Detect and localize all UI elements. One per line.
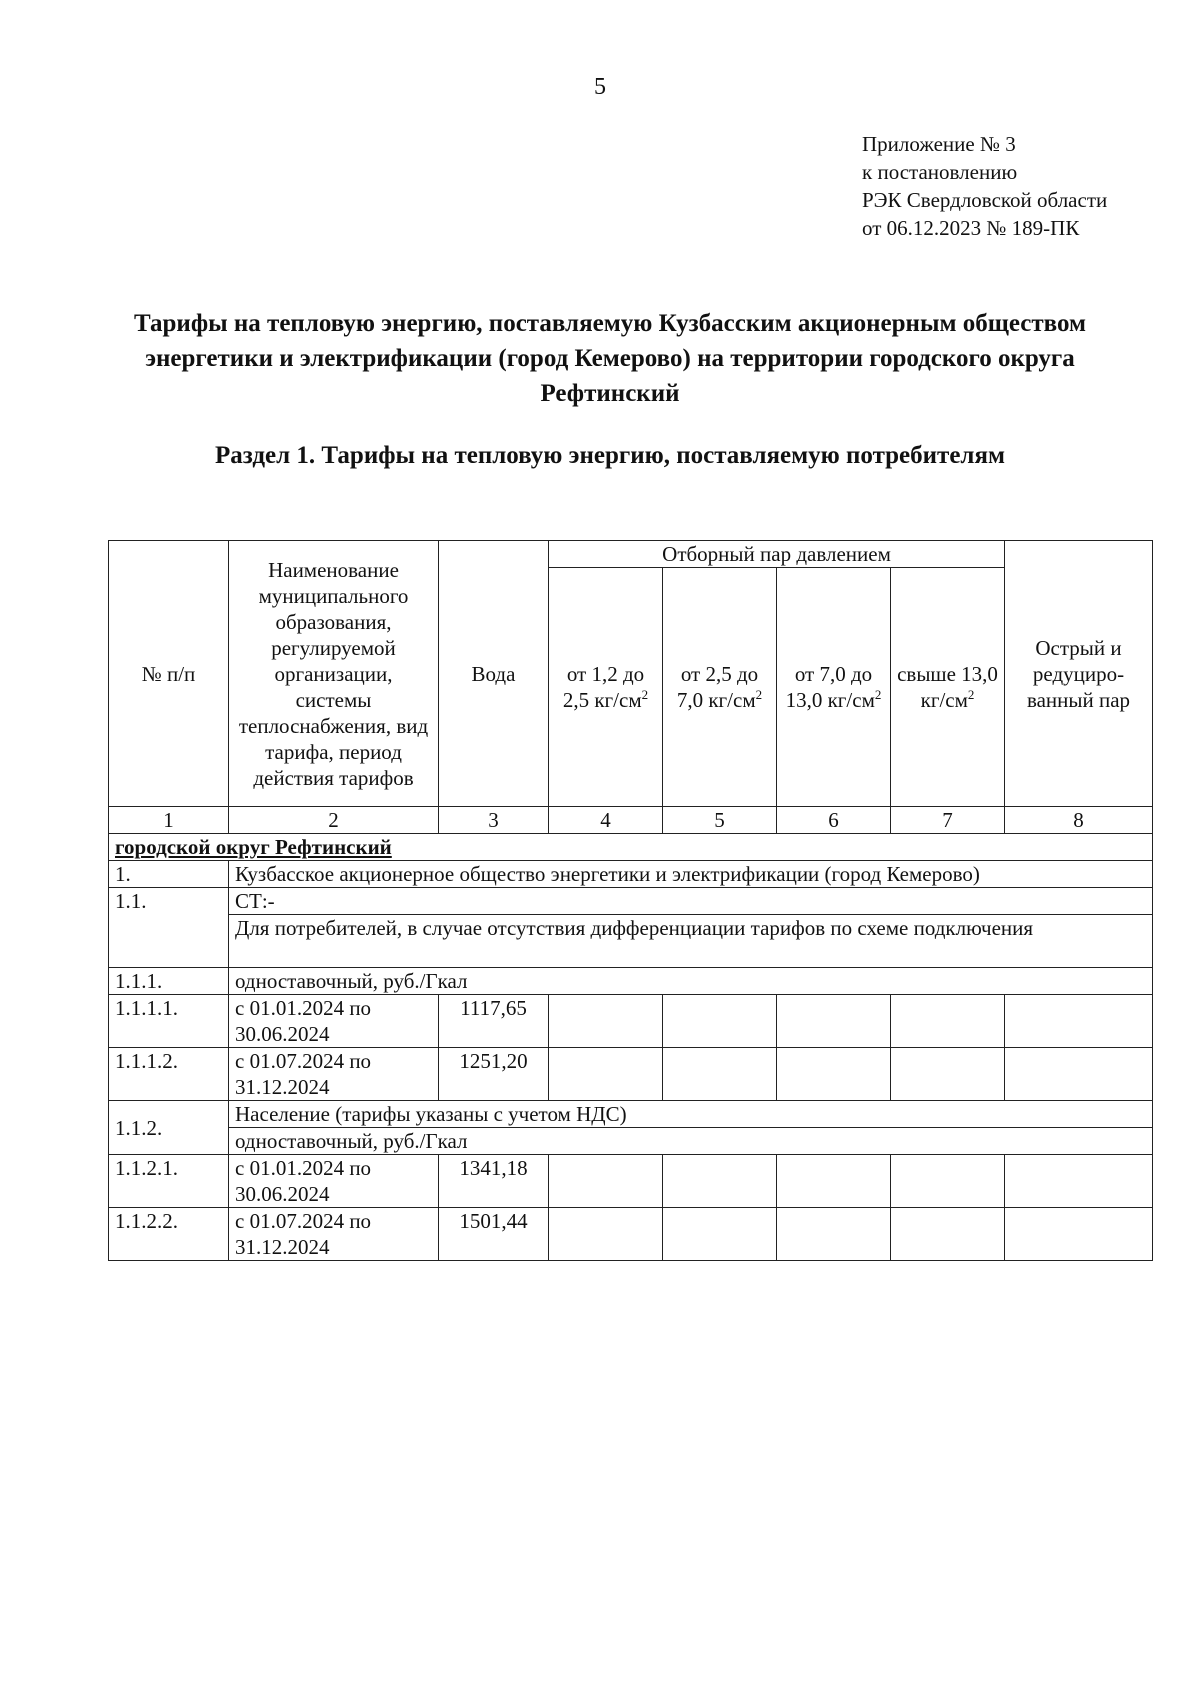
header-water: Вода xyxy=(439,541,549,807)
table-row xyxy=(109,1208,1153,1261)
col-number: 3 xyxy=(439,807,549,834)
document-title: Тарифы на тепловую энергию, поставляемую Кузбасским акционерным обществом энергетики и электрификации (город Кемерово) на территории городского округа Рефтинский xyxy=(133,310,1087,407)
row-number: 1.1.1.1. xyxy=(109,995,229,1048)
st-row xyxy=(109,888,1153,915)
appendix-line-2: к постановлению xyxy=(862,160,1018,184)
org-name: Кузбасское акционерное общество энергетики и электрификации (город Кемерово) xyxy=(229,861,1153,888)
appendix-line-4: от 06.12.2023 № 189-ПК xyxy=(862,216,1080,240)
header-no: № п/п xyxy=(109,541,229,807)
row-number: 1.1.2.2. xyxy=(109,1208,229,1261)
water-tariff: 1251,20 xyxy=(439,1048,549,1101)
col-number: 7 xyxy=(891,807,1005,834)
header-name: Наименование муниципального образования, регулируемой организации, системы теплоснабжения, вид тарифа, период действия тарифов xyxy=(229,541,439,807)
row-number: 1. xyxy=(109,861,229,888)
period: с 01.07.2024 по 31.12.2024 xyxy=(229,1208,439,1261)
header-steam-group: Отборный пар давлением xyxy=(549,541,1005,568)
region-row xyxy=(109,834,1153,861)
col-number: 4 xyxy=(549,807,663,834)
row-number: 1.1.2. xyxy=(109,1101,229,1155)
group-subrow xyxy=(109,1128,1153,1155)
row-number: 1.1. xyxy=(109,888,229,968)
table-row xyxy=(109,1048,1153,1101)
consumers-note: Для потребителей, в случае отсутствия дифференциации тарифов по схеме подключения xyxy=(229,915,1153,968)
header-steam-4: свыше 13,0 $кг/см^2$ xyxy=(891,568,1005,807)
appendix-line-1: Приложение № 3 xyxy=(862,132,1016,156)
water-tariff: 1501,44 xyxy=(439,1208,549,1261)
col-number: 1 xyxy=(109,807,229,834)
st-label: СТ:- xyxy=(229,888,1153,915)
consumers-note-row xyxy=(109,915,1153,968)
row-number: 1.1.2.1. xyxy=(109,1155,229,1208)
group-row xyxy=(109,1101,1153,1128)
col-number: 6 xyxy=(777,807,891,834)
group-label: Население (тарифы указаны с учетом НДС) xyxy=(229,1101,1153,1128)
row-number: 1.1.1.2. xyxy=(109,1048,229,1101)
header-steam-2: от 2,5 до 7,0 $кг/см^2$ xyxy=(663,568,777,807)
water-tariff: 1117,65 xyxy=(439,995,549,1048)
column-number-row xyxy=(109,807,1153,834)
table-row xyxy=(109,1155,1153,1208)
period: с 01.07.2024 по 31.12.2024 xyxy=(229,1048,439,1101)
col-number: 5 xyxy=(663,807,777,834)
appendix-block xyxy=(862,130,1107,242)
page-number: 5 xyxy=(594,74,606,100)
tariff-table xyxy=(108,540,1153,1261)
header-sharp-steam: Острый и редуциро-ванный пар xyxy=(1005,541,1153,807)
header-steam-1: от 1,2 до 2,5 $кг/см^2$ xyxy=(549,568,663,807)
water-tariff: 1341,18 xyxy=(439,1155,549,1208)
col-number: 2 xyxy=(229,807,439,834)
group-sublabel: одноставочный, руб./Гкал xyxy=(229,1128,1153,1155)
section-title: Раздел 1. Тарифы на тепловую энергию, поставляемую потребителям xyxy=(214,442,1006,469)
header-row-1 xyxy=(109,541,1153,568)
col-number: 8 xyxy=(1005,807,1153,834)
group-row xyxy=(109,968,1153,995)
table-row xyxy=(109,995,1153,1048)
region-name: городской округ Рефтинский xyxy=(109,834,1153,861)
period: с 01.01.2024 по 30.06.2024 xyxy=(229,1155,439,1208)
period: с 01.01.2024 по 30.06.2024 xyxy=(229,995,439,1048)
org-row xyxy=(109,861,1153,888)
row-number: 1.1.1. xyxy=(109,968,229,995)
appendix-line-3: РЭК Свердловской области xyxy=(862,188,1108,212)
group-label: одноставочный, руб./Гкал xyxy=(229,968,1153,995)
header-steam-3: от 7,0 до 13,0 $кг/см^2$ xyxy=(777,568,891,807)
